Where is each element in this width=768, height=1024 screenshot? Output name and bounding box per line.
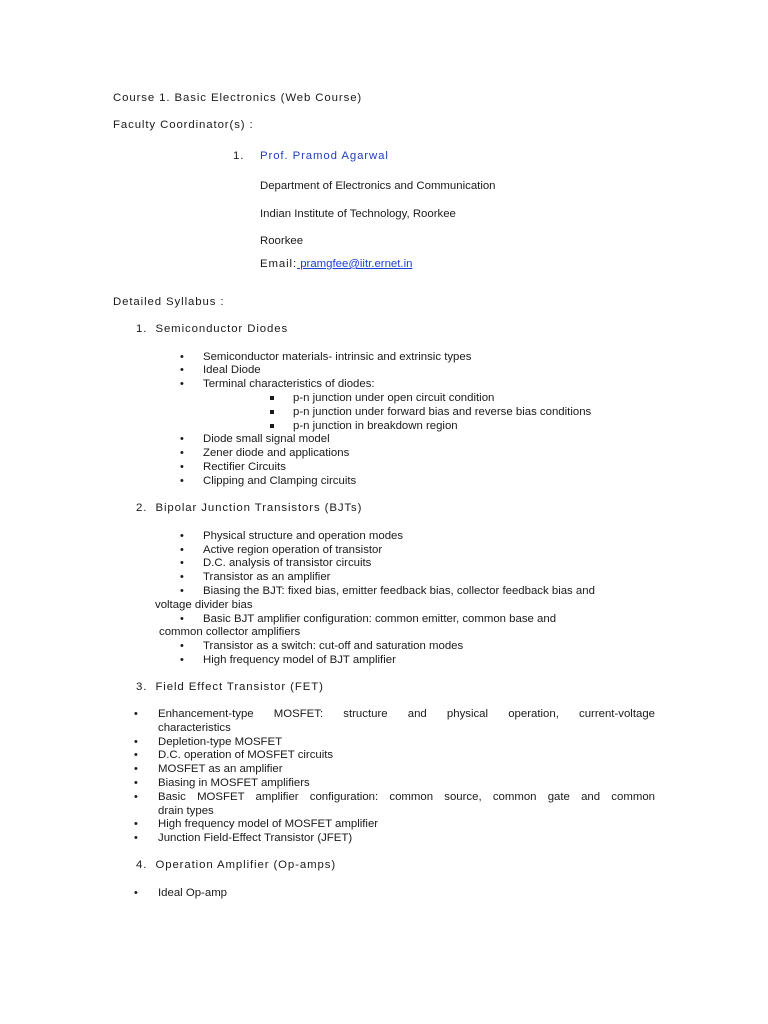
- square-bullet-icon: [270, 410, 274, 414]
- list-item: Transistor as a switch: cut-off and saturation modes: [203, 640, 464, 652]
- faculty-number: 1.: [233, 150, 245, 162]
- list-item: Junction Field-Effect Transistor (JFET): [158, 832, 353, 844]
- list-item: Ideal Diode: [203, 364, 261, 376]
- section-3-title: 3. Field Effect Transistor (FET): [136, 681, 324, 693]
- faculty-department: Department of Electronics and Communication: [260, 180, 496, 192]
- list-item: Basic MOSFET amplifier configuration: common source, common gate and common: [158, 791, 655, 803]
- list-item-continuation: drain types: [158, 805, 214, 817]
- bullet-icon: •: [134, 887, 138, 899]
- bullet-icon: •: [180, 351, 184, 363]
- syllabus-heading: Detailed Syllabus :: [113, 296, 225, 308]
- section-1-title: 1. Semiconductor Diodes: [136, 323, 289, 335]
- bullet-icon: •: [180, 544, 184, 556]
- bullet-icon: •: [134, 791, 138, 803]
- bullet-icon: •: [180, 378, 184, 390]
- bullet-icon: •: [134, 777, 138, 789]
- sub-list-item: p-n junction under forward bias and reverse bias conditions: [293, 406, 592, 418]
- list-item: Terminal characteristics of diodes:: [203, 378, 375, 390]
- faculty-heading: Faculty Coordinator(s) :: [113, 119, 254, 131]
- square-bullet-icon: [270, 396, 274, 400]
- bullet-icon: •: [180, 364, 184, 376]
- list-item: Physical structure and operation modes: [203, 530, 404, 542]
- faculty-name[interactable]: Prof. Pramod Agarwal: [260, 150, 389, 162]
- list-item: D.C. operation of MOSFET circuits: [158, 749, 334, 761]
- section-2-title: 2. Bipolar Junction Transistors (BJTs): [136, 502, 363, 514]
- bullet-icon: •: [180, 557, 184, 569]
- bullet-icon: •: [180, 461, 184, 473]
- faculty-institute: Indian Institute of Technology, Roorkee: [260, 208, 456, 220]
- list-item: Rectifier Circuits: [203, 461, 286, 473]
- list-item: Biasing the BJT: fixed bias, emitter feedback bias, collector feedback bias and: [203, 585, 595, 597]
- square-bullet-icon: [270, 424, 274, 428]
- email-label: Email:: [260, 258, 298, 270]
- bullet-icon: •: [180, 433, 184, 445]
- bullet-icon: •: [180, 654, 184, 666]
- list-item: Ideal Op-amp: [158, 887, 228, 899]
- list-item: Diode small signal model: [203, 433, 330, 445]
- list-item: Biasing in MOSFET amplifiers: [158, 777, 310, 789]
- sub-list-item: p-n junction in breakdown region: [293, 420, 458, 432]
- bullet-icon: •: [134, 763, 138, 775]
- bullet-icon: •: [180, 475, 184, 487]
- section-4-title: 4. Operation Amplifier (Op-amps): [136, 859, 337, 871]
- list-item: MOSFET as an amplifier: [158, 763, 283, 775]
- bullet-icon: •: [180, 613, 184, 625]
- bullet-icon: •: [180, 640, 184, 652]
- list-item-continuation: voltage divider bias: [155, 599, 253, 611]
- list-item: Clipping and Clamping circuits: [203, 475, 357, 487]
- faculty-city: Roorkee: [260, 235, 304, 247]
- bullet-icon: •: [134, 708, 138, 720]
- list-item: Enhancement-type MOSFET: structure and physical operation, current-voltage: [158, 708, 655, 720]
- list-item: Semiconductor materials- intrinsic and extrinsic types: [203, 351, 472, 363]
- list-item: High frequency model of BJT amplifier: [203, 654, 396, 666]
- list-item: D.C. analysis of transistor circuits: [203, 557, 372, 569]
- list-item-continuation: common collector amplifiers: [159, 626, 301, 638]
- list-item: Basic BJT amplifier configuration: common emitter, common base and: [203, 613, 557, 625]
- bullet-icon: •: [134, 749, 138, 761]
- bullet-icon: •: [180, 571, 184, 583]
- bullet-icon: •: [134, 736, 138, 748]
- sub-list-item: p-n junction under open circuit condition: [293, 392, 495, 404]
- course-title: Course 1. Basic Electronics (Web Course): [113, 92, 363, 104]
- bullet-icon: •: [134, 832, 138, 844]
- list-item: Active region operation of transistor: [203, 544, 383, 556]
- email-line: [260, 257, 412, 271]
- list-item: Zener diode and applications: [203, 447, 350, 459]
- email-link[interactable]: pramgfee@iitr.ernet.in: [297, 258, 413, 270]
- bullet-icon: •: [180, 447, 184, 459]
- list-item-continuation: characteristics: [158, 722, 231, 734]
- list-item: High frequency model of MOSFET amplifier: [158, 818, 379, 830]
- bullet-icon: •: [180, 530, 184, 542]
- bullet-icon: •: [134, 818, 138, 830]
- list-item: Depletion-type MOSFET: [158, 736, 283, 748]
- list-item: Transistor as an amplifier: [203, 571, 331, 583]
- bullet-icon: •: [180, 585, 184, 597]
